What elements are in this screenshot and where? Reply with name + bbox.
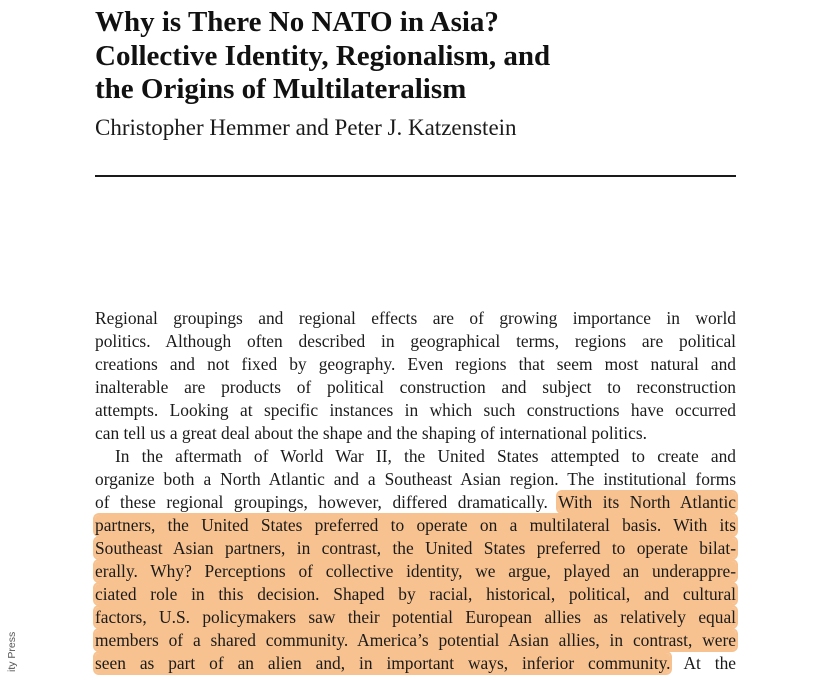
highlighted-text[interactable]: factors, U.S. policymakers saw their potential European allies as relatively equal (95, 607, 736, 627)
body-line[interactable]: organize both a North Atlantic and a Southeast Asian region. The institutional forms (95, 469, 736, 489)
title-line-3: the Origins of Multilateralism (95, 73, 467, 105)
title-line-2: Collective Identity, Regionalism, and (95, 40, 551, 72)
highlighted-text[interactable]: members of a shared community. America’s potential Asian allies, in contrast, were (95, 630, 736, 650)
body-line[interactable]: can tell us a great deal about the shape and the shaping of international politics. (95, 423, 647, 443)
title-line-1: Why is There No NATO in Asia? (95, 6, 499, 38)
highlighted-text[interactable]: seen as part of an alien and, in important ways, inferior community. (95, 653, 671, 673)
body-line[interactable] (95, 583, 736, 606)
body-line[interactable] (95, 514, 736, 537)
body-line-indented[interactable]: In the aftermath of World War II, the United States attempted to create and (115, 446, 736, 466)
highlighted-text[interactable]: Southeast Asian partners, in contrast, the United States preferred to operate bilat- (95, 538, 736, 558)
body-line[interactable]: seen as part of an alien and, in important ways, inferior community. At the (95, 653, 737, 673)
body-line[interactable]: inalterable are products of political construction and subject to reconstruction (95, 377, 736, 397)
body-line[interactable] (95, 606, 736, 629)
body-line[interactable] (95, 537, 736, 560)
title-divider (95, 175, 736, 177)
body-line[interactable]: creations and not fixed by geography. Even regions that seem most natural and (95, 354, 736, 374)
highlighted-text[interactable]: erally. Why? Perceptions of collective identity, we argue, played an underappre- (95, 561, 736, 581)
body-line[interactable] (95, 560, 736, 583)
body-line[interactable]: attempts. Looking at specific instances in which such constructions have occurred (95, 400, 736, 420)
highlighted-text[interactable]: With its North Atlantic (558, 492, 736, 512)
body-line[interactable] (95, 629, 736, 652)
highlighted-text[interactable]: partners, the United States preferred to operate on a multilateral basis. With its (95, 515, 736, 535)
body-line[interactable]: politics. Although often described in geographical terms, regions are political (95, 331, 736, 351)
body-line[interactable]: Regional groupings and regional effects are of growing importance in world (95, 308, 736, 328)
side-publisher-label: ity Press (6, 631, 18, 672)
body-line[interactable]: of these regional groupings, however, differed dramatically. With its North Atlantic (95, 492, 736, 512)
highlighted-text[interactable]: ciated role in this decision. Shaped by racial, historical, political, and cultural (95, 584, 736, 604)
authors-byline: Christopher Hemmer and Peter J. Katzenstein (95, 115, 517, 140)
